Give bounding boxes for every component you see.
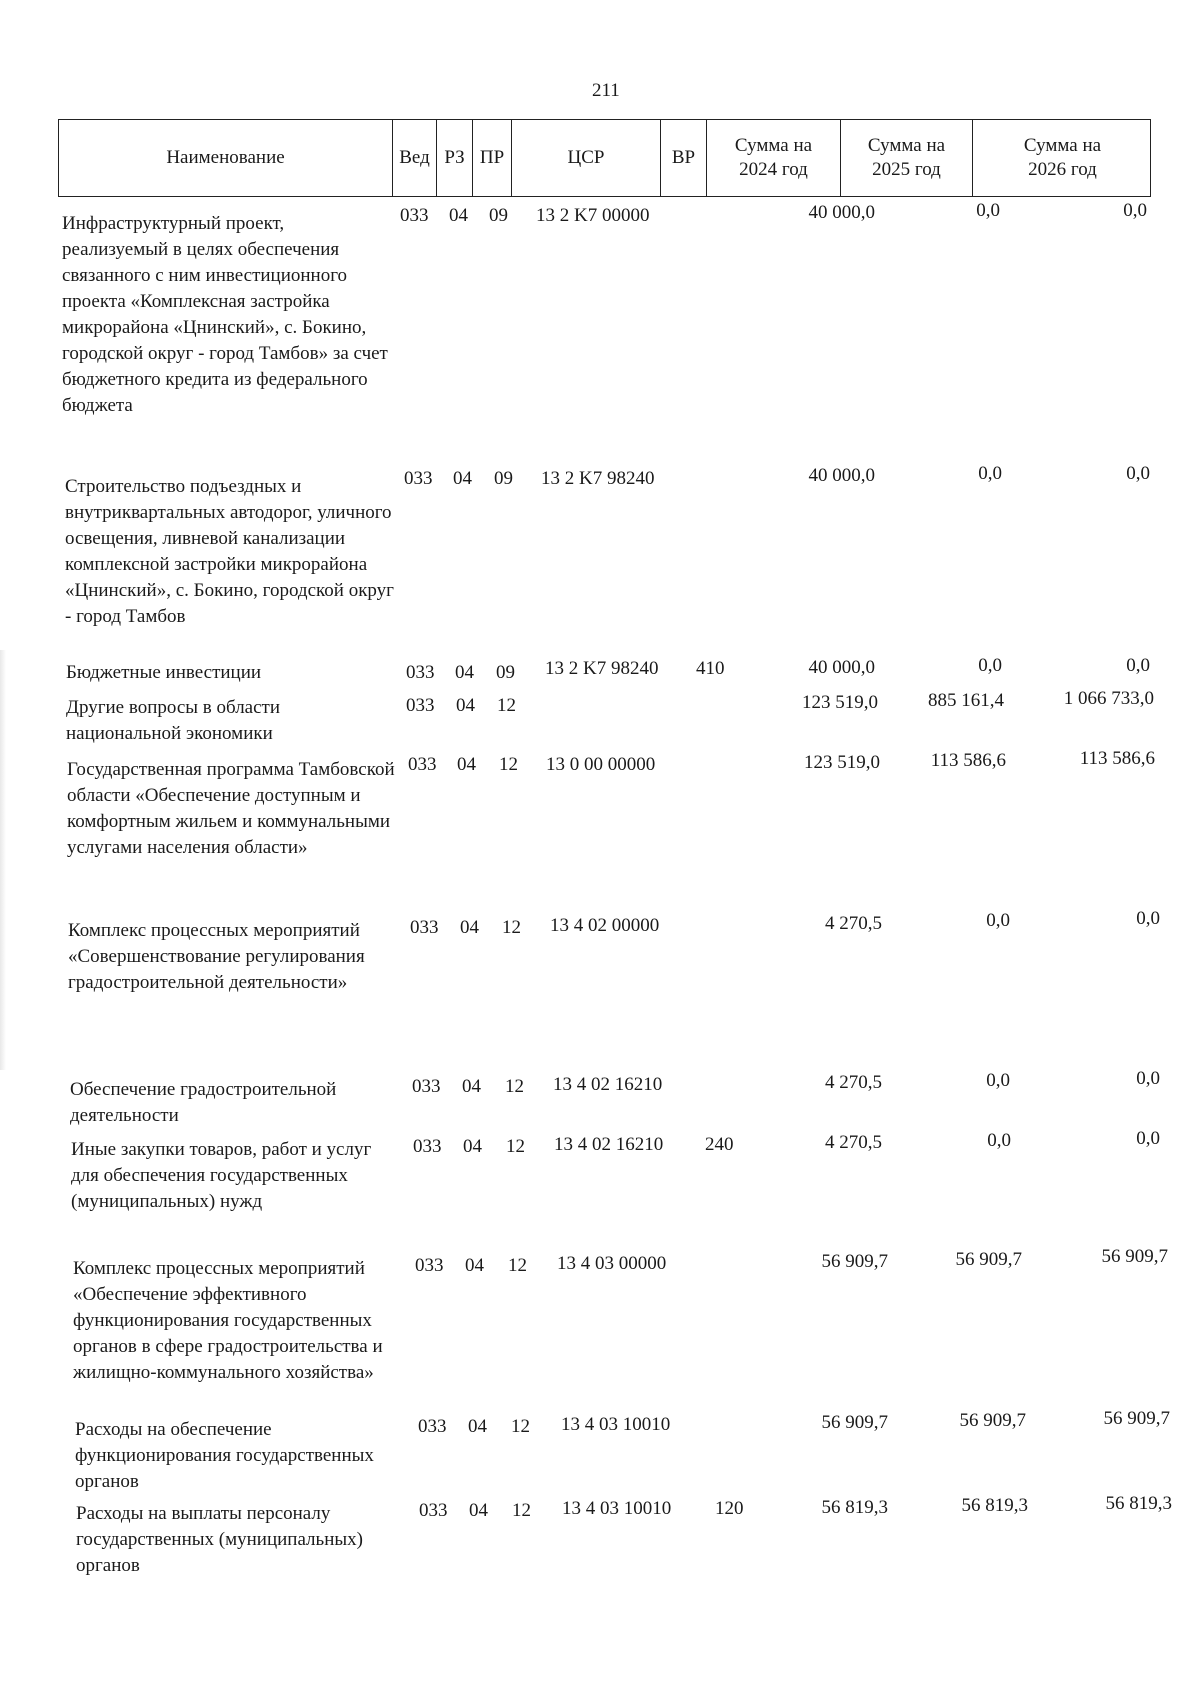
row-sum-2025: 0,0	[978, 655, 1002, 676]
row-name: Комплекс процессных мероприятий «Совершенствование регулирования градостроительной деятельности»	[68, 920, 365, 993]
row-sum-2025: 113 586,6	[930, 750, 1006, 771]
row-pr: 09	[494, 468, 513, 489]
row-sum-2025: 0,0	[978, 463, 1002, 484]
row-name: Иные закупки товаров, работ и услуг для обеспечения государственных (муниципальных) нужд	[71, 1139, 372, 1212]
row-pr: 12	[508, 1255, 527, 1276]
row-csr: 13 2 K7 00000	[536, 205, 650, 226]
row-csr: 13 2 K7 98240	[545, 658, 659, 679]
row-sum-2024: 56 909,7	[821, 1251, 888, 1272]
row-sum-2026: 0,0	[1126, 655, 1150, 676]
row-vr: 120	[715, 1498, 744, 1519]
row-sum-2026: 56 909,7	[1103, 1408, 1170, 1429]
row-vr: 240	[705, 1134, 734, 1155]
row-ved: 033	[415, 1255, 444, 1276]
row-pr: 12	[511, 1416, 530, 1437]
header-sum-2025: Сумма на 2025 год	[840, 120, 972, 196]
row-rz: 04	[456, 695, 475, 716]
row-name: Расходы на выплаты персоналу государственных (муниципальных) органов	[76, 1503, 363, 1576]
header-vr: ВР	[660, 120, 706, 196]
row-ved: 033	[419, 1500, 448, 1521]
row-sum-2025: 0,0	[976, 200, 1000, 221]
row-sum-2025: 0,0	[987, 1130, 1011, 1151]
row-sum-2025: 885 161,4	[928, 690, 1004, 711]
row-ved: 033	[404, 468, 433, 489]
row-rz: 04	[462, 1076, 481, 1097]
row-pr: 12	[502, 917, 521, 938]
row-sum-2024: 123 519,0	[804, 752, 880, 773]
row-name: Другие вопросы в области национальной экономики	[66, 697, 281, 744]
row-sum-2024: 40 000,0	[808, 202, 875, 223]
row-pr: 12	[505, 1076, 524, 1097]
row-sum-2025: 56 819,3	[961, 1495, 1028, 1516]
row-sum-2025: 56 909,7	[955, 1249, 1022, 1270]
row-vr: 410	[696, 658, 725, 679]
row-rz: 04	[469, 1500, 488, 1521]
row-ved: 033	[406, 662, 435, 683]
row-sum-2024: 4 270,5	[825, 1132, 882, 1153]
row-ved: 033	[406, 695, 435, 716]
row-pr: 12	[506, 1136, 525, 1157]
header-ved: Вед	[392, 120, 436, 196]
header-sum-2024: Сумма на 2024 год	[706, 120, 840, 196]
row-name: Инфраструктурный проект, реализуемый в целях обеспечения связанного с ним инвестиционного проекта «Комплексная застройка микрорайона «Цнинский», с. Бокино, городской округ - город Тамбов» за счет бюджетного кредита из федерального бюджета	[62, 213, 388, 416]
row-name: Расходы на обеспечение функционирования государственных органов	[75, 1419, 374, 1492]
row-pr: 12	[512, 1500, 531, 1521]
row-csr: 13 4 02 16210	[553, 1074, 663, 1095]
row-name: Бюджетные инвестиции	[66, 662, 262, 683]
row-ved: 033	[412, 1076, 441, 1097]
row-sum-2026: 113 586,6	[1079, 748, 1155, 769]
row-sum-2025: 56 909,7	[959, 1410, 1026, 1431]
row-csr: 13 4 02 16210	[554, 1134, 664, 1155]
row-sum-2024: 4 270,5	[825, 913, 882, 934]
row-ved: 033	[418, 1416, 447, 1437]
row-csr: 13 0 00 00000	[546, 754, 656, 775]
row-rz: 04	[465, 1255, 484, 1276]
row-csr: 13 2 K7 98240	[541, 468, 655, 489]
row-rz: 04	[453, 468, 472, 489]
row-rz: 04	[460, 917, 479, 938]
header-name: Наименование	[166, 147, 285, 168]
row-pr: 09	[489, 205, 508, 226]
row-sum-2024: 123 519,0	[802, 692, 878, 713]
header-pr: ПР	[472, 120, 511, 196]
scan-edge-shadow	[0, 650, 6, 1070]
row-csr: 13 4 03 00000	[557, 1253, 667, 1274]
row-sum-2025: 0,0	[986, 910, 1010, 931]
row-ved: 033	[413, 1136, 442, 1157]
row-name: Обеспечение градостроительной деятельности	[70, 1079, 337, 1126]
row-sum-2026: 0,0	[1123, 200, 1147, 221]
row-sum-2026: 0,0	[1136, 908, 1160, 929]
row-name: Строительство подъездных и внутриквартальных автодорог, уличного освещения, ливневой канализации комплексной застройки микрорайона «Цнинский», с. Бокино, городской округ - город Тамбов	[65, 476, 394, 627]
row-name: Комплекс процессных мероприятий «Обеспечение эффективного функционирования государственных органов в сфере градостроительства и жилищно-коммунального хозяйства»	[73, 1258, 383, 1383]
row-csr: 13 4 03 10010	[561, 1414, 671, 1435]
header-rz: РЗ	[436, 120, 472, 196]
row-sum-2024: 4 270,5	[825, 1072, 882, 1093]
header-sum-2026: Сумма на 2026 год	[972, 120, 1152, 196]
row-name: Государственная программа Тамбовской области «Обеспечение доступным и комфортным жильем и коммунальными услугами населения области»	[67, 759, 395, 858]
row-sum-2024: 56 819,3	[821, 1497, 888, 1518]
row-csr: 13 4 02 00000	[550, 915, 660, 936]
row-sum-2024: 40 000,0	[808, 465, 875, 486]
row-pr: 12	[497, 695, 516, 716]
row-rz: 04	[468, 1416, 487, 1437]
row-ved: 033	[400, 205, 429, 226]
row-sum-2024: 40 000,0	[808, 657, 875, 678]
row-sum-2026: 56 819,3	[1105, 1493, 1172, 1514]
page-number: 211	[592, 80, 620, 101]
row-ved: 033	[408, 754, 437, 775]
row-csr: 13 4 03 10010	[562, 1498, 672, 1519]
row-rz: 04	[463, 1136, 482, 1157]
row-rz: 04	[455, 662, 474, 683]
row-sum-2024: 56 909,7	[821, 1412, 888, 1433]
header-csr: ЦСР	[511, 120, 660, 196]
row-sum-2026: 0,0	[1136, 1128, 1160, 1149]
row-sum-2025: 0,0	[986, 1070, 1010, 1091]
row-pr: 12	[499, 754, 518, 775]
row-pr: 09	[496, 662, 515, 683]
row-ved: 033	[410, 917, 439, 938]
row-sum-2026: 56 909,7	[1101, 1246, 1168, 1267]
row-sum-2026: 1 066 733,0	[1063, 688, 1154, 709]
table-header	[58, 119, 1151, 197]
row-sum-2026: 0,0	[1126, 463, 1150, 484]
row-rz: 04	[457, 754, 476, 775]
row-sum-2026: 0,0	[1136, 1068, 1160, 1089]
row-rz: 04	[449, 205, 468, 226]
